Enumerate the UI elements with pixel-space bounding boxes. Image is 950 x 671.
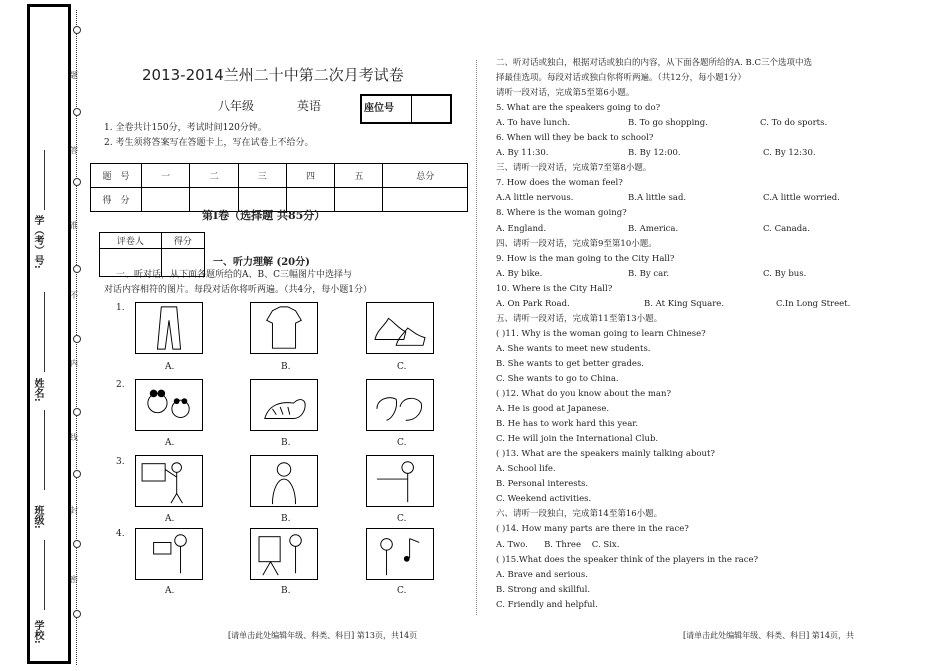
- grader-header: 得分: [161, 233, 204, 249]
- note-1: 1. 全卷共计150分，考试时间120分钟。: [104, 123, 267, 133]
- q5-options: [496, 116, 936, 131]
- section1-instruction: [104, 268, 466, 298]
- class-label: 班级:: [32, 505, 43, 529]
- option-c[interactable]: C. Weekend activities.: [496, 494, 592, 505]
- question-13: ( )13. What are the speakers mainly talking about?: [496, 449, 715, 460]
- option-a[interactable]: A. School life.: [496, 464, 556, 475]
- option-a[interactable]: A. By bike.: [496, 268, 543, 279]
- student-id-blank-2[interactable]: [44, 292, 45, 372]
- option-a[interactable]: A. By 11:30.: [496, 148, 549, 159]
- shoes-picture[interactable]: [366, 302, 434, 354]
- section2-instruction: 择最佳选项。每段对话或独白你将听两遍。（共12分，每小题1分）: [496, 73, 746, 84]
- option-label: A.: [165, 514, 175, 524]
- police-icon: [367, 456, 433, 506]
- question-9: 9. How is the man going to the City Hall?: [496, 253, 675, 264]
- seal-char: 线: [70, 433, 78, 442]
- option-a[interactable]: A. Brave and serious.: [496, 569, 588, 580]
- question-number: 3.: [116, 457, 125, 467]
- section2-instruction: 二、听对话或独白，根据对话或独白的内容，从下面各题所给的A. B.C三个选项中选: [496, 58, 812, 68]
- shirt-picture[interactable]: [250, 302, 318, 354]
- worker-icon: [251, 456, 317, 506]
- easel-icon: [251, 529, 317, 579]
- elephant-icon: [367, 380, 433, 430]
- option-a[interactable]: A. To have lunch.: [496, 118, 571, 129]
- binding-hole: [73, 610, 81, 618]
- shirt-icon: [251, 303, 317, 353]
- option-c[interactable]: C.In Long Street.: [776, 298, 851, 309]
- footer-right[interactable]: [请单击此处编辑年级、科类、科目] 第14页，共: [683, 631, 854, 640]
- option-b[interactable]: B. Personal interests.: [496, 479, 589, 490]
- section3-instruction: 三、请听一段对话，完成第7至第8小题。: [496, 163, 652, 174]
- section4-instruction: 四、请听一段对话，完成第9至第10小题。: [496, 238, 657, 249]
- q8-options: [496, 222, 936, 237]
- option-b[interactable]: B. By car.: [628, 268, 670, 279]
- option-b[interactable]: B. Strong and skillful.: [496, 584, 591, 595]
- q7-options: [496, 191, 936, 206]
- option-a[interactable]: A. On Park Road.: [496, 298, 570, 309]
- exam-title: 2013-2014兰州二十中第二次月考试卷: [142, 66, 404, 84]
- seal-char: 答: [70, 146, 78, 155]
- option-label: B.: [281, 438, 291, 448]
- part1-title: 第Ⅰ卷（选择题 共85分）: [202, 209, 326, 222]
- binding-hole: [73, 540, 81, 548]
- musician-picture[interactable]: [366, 528, 434, 580]
- seat-number-label: 座位号: [362, 96, 412, 122]
- question-number: 1.: [116, 303, 125, 313]
- option-c[interactable]: C. He will join the International Club.: [496, 434, 659, 445]
- option-c[interactable]: C. Friendly and helpful.: [496, 599, 598, 610]
- score-header: 一: [142, 164, 190, 188]
- subject-label: 英语: [297, 99, 322, 113]
- right-page: [496, 56, 936, 613]
- option-c[interactable]: C. By 12:30.: [763, 148, 816, 159]
- student-id-blank[interactable]: [44, 150, 45, 210]
- option-b[interactable]: B. America.: [628, 223, 679, 234]
- grader-header: 评卷人: [100, 233, 162, 249]
- option-label: C.: [397, 362, 407, 372]
- instruction-line: 一、听对话，从下面各题所给的A、B、C三幅图片中选择与: [116, 270, 353, 280]
- option-label: C.: [397, 438, 407, 448]
- question-12: ( )12. What do you know about the man?: [496, 389, 672, 400]
- footer-left[interactable]: [请单击此处编辑年级、科类、科目] 第13页，共14页: [228, 631, 418, 640]
- q14-options[interactable]: A. Two. B. Three C. Six.: [496, 539, 620, 550]
- seal-char: 封: [70, 506, 78, 515]
- score-cell[interactable]: [335, 188, 383, 212]
- score-header: 三: [238, 164, 286, 188]
- shoes-icon: [367, 303, 433, 353]
- option-label: B.: [281, 586, 291, 596]
- teacher-icon: [136, 456, 202, 506]
- score-row-label: 得 分: [91, 188, 142, 212]
- question-number: 2.: [116, 380, 125, 390]
- worker-picture[interactable]: [250, 455, 318, 507]
- pants-picture[interactable]: [135, 302, 203, 354]
- score-cell[interactable]: [142, 188, 190, 212]
- option-c[interactable]: C. Canada.: [763, 223, 810, 234]
- option-b[interactable]: B. He has to work hard this year.: [496, 419, 639, 430]
- seal-char: 内: [70, 359, 78, 368]
- question-5: 5. What are the speakers going to do?: [496, 103, 661, 114]
- option-a[interactable]: A.A little nervous.: [496, 193, 574, 204]
- tiger-picture[interactable]: [250, 379, 318, 431]
- option-a[interactable]: A. He is good at Japanese.: [496, 404, 610, 415]
- option-label: A.: [165, 586, 175, 596]
- q10-options: [496, 297, 936, 312]
- question-8: 8. Where is the woman going?: [496, 208, 627, 219]
- sidebar-frame: [27, 4, 71, 664]
- option-b[interactable]: B. To go shopping.: [628, 118, 708, 129]
- seal-char: 不: [70, 291, 78, 300]
- option-label: B.: [281, 362, 291, 372]
- question-10: 10. Where is the City Hall?: [496, 283, 613, 294]
- photographer-picture[interactable]: [135, 528, 203, 580]
- seat-number-field[interactable]: [412, 96, 450, 122]
- section2-instruction: 请听一段对话，完成第5至第6小题。: [496, 88, 635, 99]
- section5-instruction: 五、请听一段对话，完成第11至第13小题。: [496, 313, 663, 324]
- option-b[interactable]: B.A little sad.: [628, 193, 687, 204]
- binding-sidebar: [0, 0, 78, 671]
- q9-options: [496, 267, 936, 282]
- option-label: A.: [165, 438, 175, 448]
- grade-label: 八年级: [218, 99, 255, 113]
- instruction-line: 对话内容相符的图片。每段对话你将听两遍。（共4分，每小题1分）: [104, 285, 372, 295]
- binding-hole: [73, 265, 81, 273]
- section6-instruction: 六、请听一段独白，完成第14至第16小题。: [496, 509, 663, 520]
- option-label: C.: [397, 586, 407, 596]
- option-b[interactable]: B. She wants to get better grades.: [496, 358, 645, 369]
- pants-icon: [136, 303, 202, 353]
- page-divider: [476, 60, 477, 615]
- option-b[interactable]: B. At King Square.: [644, 298, 725, 309]
- question-number: 4.: [116, 529, 125, 539]
- question-14: ( )14. How many parts are there in the race?: [496, 524, 689, 535]
- tiger-icon: [251, 380, 317, 430]
- seal-char: 题: [70, 71, 78, 80]
- option-c[interactable]: C. By bus.: [763, 268, 807, 279]
- option-b[interactable]: B. By 12:00.: [628, 148, 681, 159]
- q6-options: [496, 146, 936, 161]
- seal-char: 准: [70, 221, 78, 230]
- police-picture[interactable]: [366, 455, 434, 507]
- question-15: ( )15.What does the speaker think of the players in the race?: [496, 554, 759, 565]
- option-c[interactable]: C. To do sports.: [760, 118, 828, 129]
- painter-picture[interactable]: [250, 528, 318, 580]
- panda-picture[interactable]: [135, 379, 203, 431]
- binding-hole: [73, 335, 81, 343]
- question-11: ( )11. Why is the woman going to learn Chinese?: [496, 328, 706, 339]
- binding-hole: [73, 178, 81, 186]
- option-label: B.: [281, 514, 291, 524]
- score-header: 二: [190, 164, 238, 188]
- student-id-label: 学（考）号:: [32, 215, 43, 269]
- teacher-picture[interactable]: [135, 455, 203, 507]
- binding-hole: [73, 108, 81, 116]
- music-icon: [367, 529, 433, 579]
- camera-icon: [136, 529, 202, 579]
- binding-hole: [73, 26, 81, 34]
- note-2: 2. 考生须将答案写在答题卡上，写在试卷上不给分。: [104, 138, 314, 148]
- seal-char: 密: [70, 575, 78, 584]
- seat-number-box: [360, 94, 452, 124]
- option-label: C.: [397, 514, 407, 524]
- class-blank[interactable]: [44, 540, 45, 610]
- binding-hole: [73, 408, 81, 416]
- school-label: 学校:: [32, 620, 43, 644]
- elephant-picture[interactable]: [366, 379, 434, 431]
- score-header: 题 号: [91, 164, 142, 188]
- score-header: 四: [286, 164, 334, 188]
- score-table: [90, 163, 468, 212]
- score-header: 五: [335, 164, 383, 188]
- score-header: 总分: [383, 164, 468, 188]
- option-label: A.: [165, 362, 175, 372]
- section1-title: 一、听力理解 (20分): [213, 257, 310, 268]
- option-c[interactable]: C. She wants to go to China.: [496, 373, 619, 384]
- option-c[interactable]: C.A little worried.: [763, 193, 840, 204]
- left-page: [90, 0, 470, 671]
- binding-hole: [73, 470, 81, 478]
- name-blank[interactable]: [44, 410, 45, 490]
- question-7: 7. How does the woman feel?: [496, 178, 623, 189]
- question-6: 6. When will they be back to school?: [496, 133, 654, 144]
- option-a[interactable]: A. England.: [496, 223, 547, 234]
- name-label: 姓名:: [32, 378, 43, 402]
- option-a[interactable]: A. She wants to meet new students.: [496, 343, 651, 354]
- panda-icon: [136, 380, 202, 430]
- score-cell[interactable]: [383, 188, 468, 212]
